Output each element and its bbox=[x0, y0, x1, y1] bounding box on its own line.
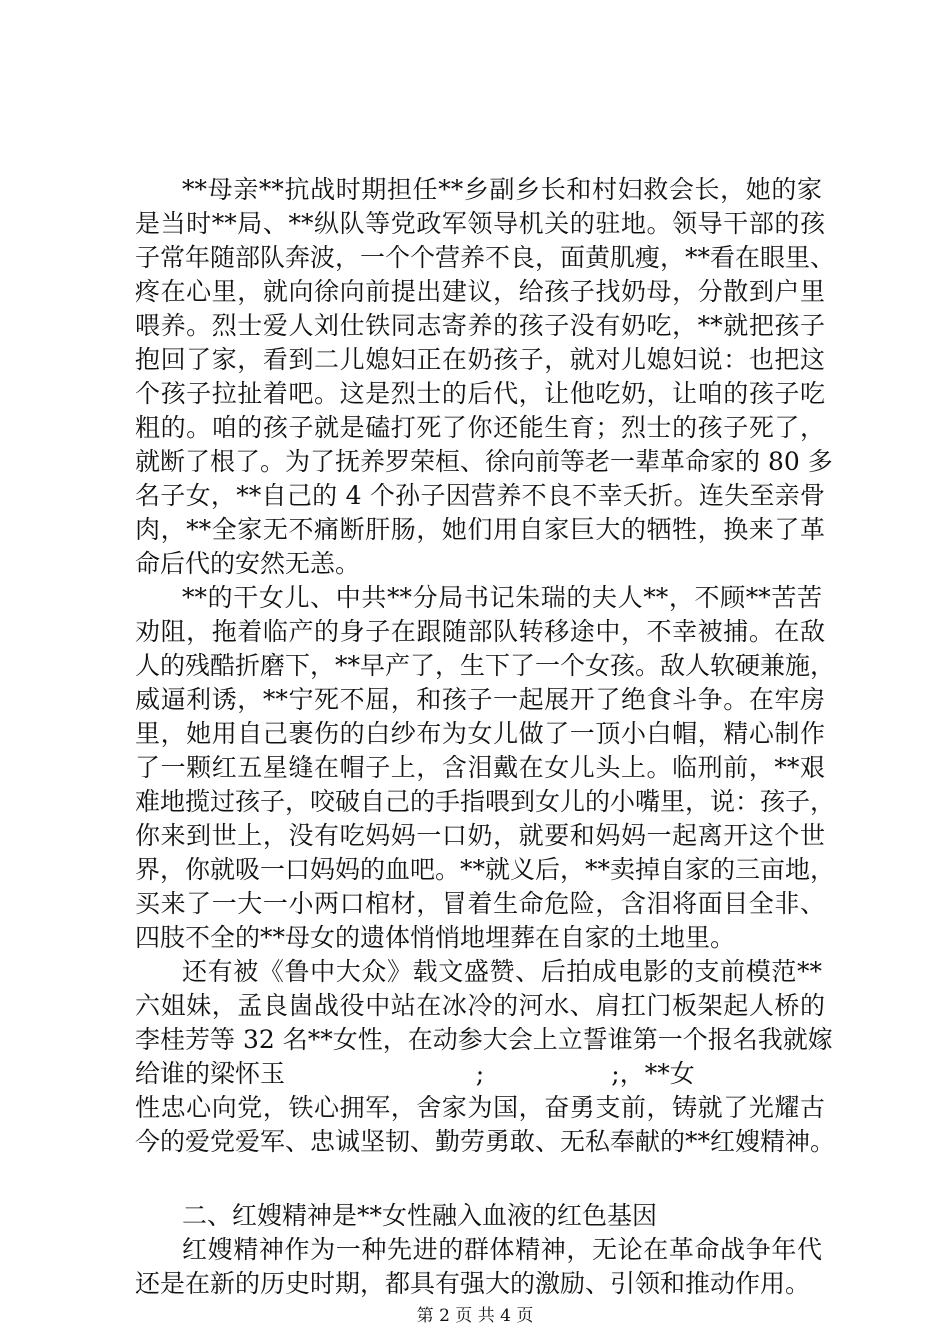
text-line: 界，你就吸一口妈妈的血吧。**就义后，**卖掉自家的三亩地， bbox=[135, 855, 836, 884]
text-line: 是当时**局、**纵队等党政军领导机关的驻地。领导干部的孩 bbox=[135, 209, 825, 238]
text-line: 四肢不全的**母女的遗体悄悄地埋葬在自家的土地里。 bbox=[135, 923, 736, 952]
text-line: 还是在新的历史时期，都具有强大的激励、引领和推动作用。 bbox=[135, 1269, 811, 1298]
text-line: 个孩子拉扯着吧。这是烈士的后代，让他吃奶，让咱的孩子吃 bbox=[135, 379, 825, 408]
text-line: 劝阻，拖着临产的身子在跟随部队转移途中，不幸被捕。在敌 bbox=[135, 617, 825, 646]
text-line: 就断了根了。为了抚养罗荣桓、徐向前等老一辈革命家的 80 多 bbox=[135, 447, 833, 476]
text-line: 疼在心里，就向徐向前提出建议，给孩子找奶母，分散到户里 bbox=[135, 277, 825, 306]
page-number-footer: 第 2 页 共 4 页 bbox=[416, 1306, 534, 1326]
text-line: **的干女儿、中共**分局书记朱瑞的夫人**，不顾**苦苦 bbox=[182, 583, 822, 612]
text-line: 性忠心向党，铁心拥军，舍家为国，奋勇支前，铸就了光耀古 bbox=[135, 1093, 825, 1122]
text-line: 威逼利诱，**宁死不屈，和孩子一起展开了绝食斗争。在牢房 bbox=[135, 685, 825, 714]
text-line: 六姐妹，孟良崮战役中站在冰冷的河水、肩扛门板架起人桥的 bbox=[135, 991, 825, 1020]
text-line: 抱回了家，看到二儿媳妇正在奶孩子，就对儿媳妇说：也把这 bbox=[135, 345, 825, 374]
text-line: 你来到世上，没有吃妈妈一口奶，就要和妈妈一起离开这个世 bbox=[135, 821, 825, 850]
text-line: 红嫂精神作为一种先进的群体精神，无论在革命战争年代 bbox=[182, 1235, 822, 1264]
text-line: 了一颗红五星缝在帽子上，含泪戴在女儿头上。临刑前，**艰 bbox=[135, 753, 825, 782]
text-line: 命后代的安然无恙。 bbox=[135, 549, 361, 578]
text-line: 名子女，**自己的 4 个孙子因营养不良不幸夭折。连失至亲骨 bbox=[135, 481, 825, 510]
text-line: 难地揽过孩子，咬破自己的手指喂到女儿的小嘴里，说：孩子， bbox=[135, 787, 836, 816]
section-heading: 二、红嫂精神是**女性融入血液的红色基因 bbox=[182, 1201, 658, 1230]
text-line: 喂养。烈士爱人刘仕铁同志寄养的孩子没有奶吃，**就把孩子 bbox=[135, 311, 825, 340]
text-line: 今的爱党爱军、忠诚坚韧、勤劳勇敢、无私奉献的**红嫂精神。 bbox=[135, 1127, 836, 1156]
text-line: 李桂芳等 32 名**女性，在动参大会上立誓谁第一个报名我就嫁 bbox=[135, 1025, 833, 1054]
text-line: **母亲**抗战时期担任**乡副乡长和村妇救会长，她的家 bbox=[182, 175, 822, 204]
text-line: 子常年随部队奔波，一个个营养不良，面黄肌瘦，**看在眼里、 bbox=[135, 243, 836, 272]
text-line: 里，她用自己裹伤的白纱布为女儿做了一顶小白帽，精心制作 bbox=[135, 719, 825, 748]
text-line: 买来了一大一小两口棺材，冒着生命危险，含泪将面目全非、 bbox=[135, 889, 825, 918]
text-line: 给谁的梁怀玉 ; ;，**女 bbox=[135, 1059, 695, 1088]
text-line: 还有被《鲁中大众》载文盛赞、后拍成电影的支前模范** bbox=[182, 957, 822, 986]
text-line: 人的残酷折磨下，**早产了，生下了一个女孩。敌人软硬兼施， bbox=[135, 651, 836, 680]
text-line: 肉，**全家无不痛断肝肠，她们用自家巨大的牺牲，换来了革 bbox=[135, 515, 825, 544]
text-line: 粗的。咱的孩子就是磕打死了你还能生育；烈士的孩子死了， bbox=[135, 413, 825, 442]
